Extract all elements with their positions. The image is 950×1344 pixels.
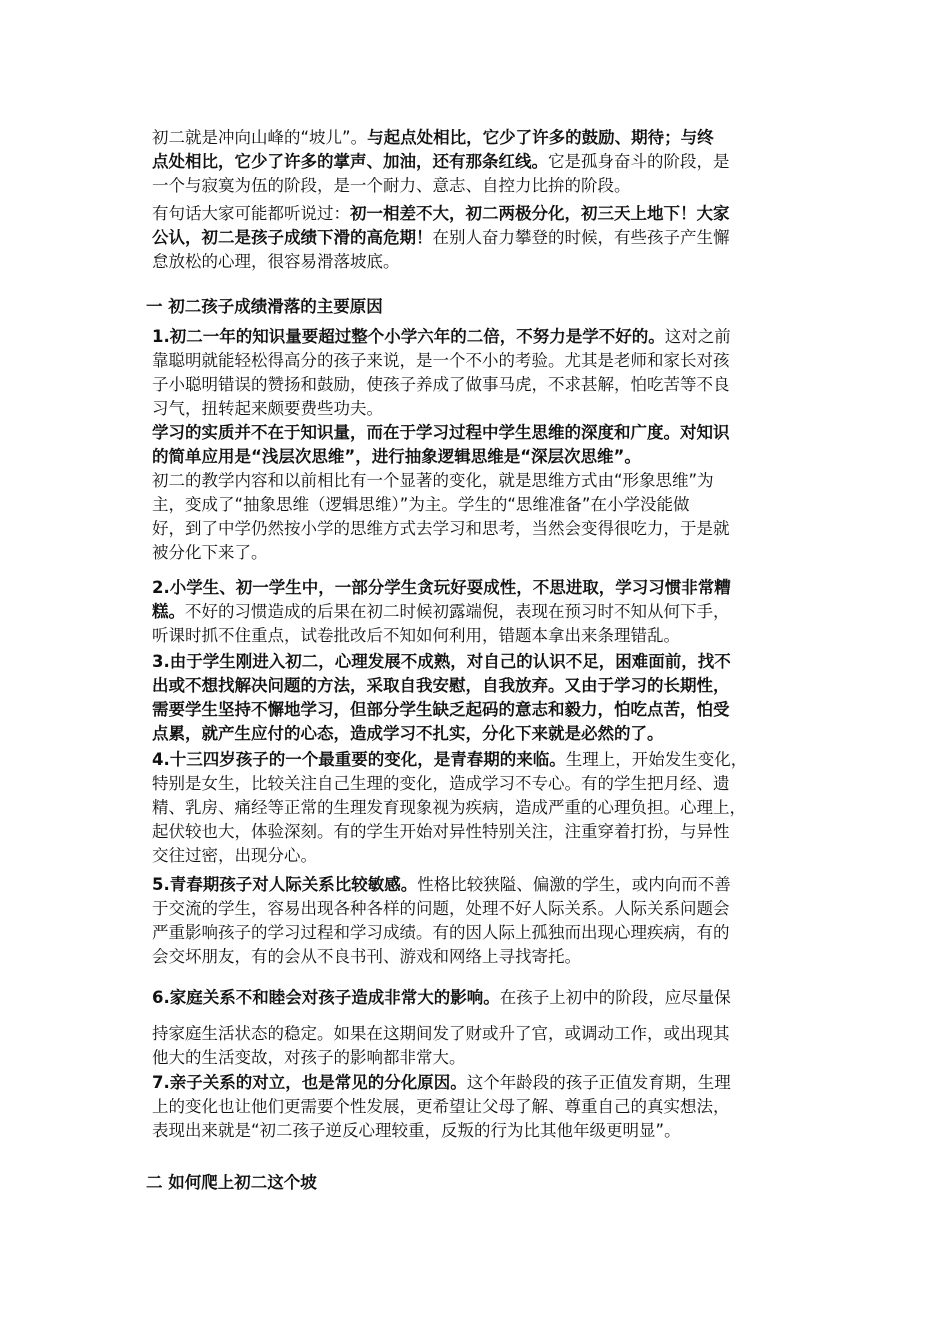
reason-item-4: 4.十三四岁孩子的一个最重要的变化，是青春期的来临。生理上，开始发生变化， 特别是女生，比较关注自己生理的变化，造成学习不专心。有的学生把月经、遗 精、乳房、痛经等正常的生理发育现象视为疾病，造成严重的心理负担。心理上， 起伏较也大，体验深刻。有的学生开始对异性特别关注，注重穿着打扮，与异性 交往过密，出现分心。 [152, 750, 748, 865]
intro-paragraph-2: 有句话大家可能都听说过：初一相差不大，初二两极分化，初三天上地下！大家 公认，初二是孩子成绩下滑的高危期！在别人奋力攀登的时候，有些孩子产生懈 怠放松的心理，很容易滑落坡底。 [152, 204, 730, 271]
reason-item-1: 1.初二一年的知识量要超过整个小学六年的二倍，不努力是学不好的。这对之前 靠聪明就能轻松得高分的孩子来说，是一个不小的考验。尤其是老师和家长对孩 子小聪明错误的赞扬和鼓励，使孩子养成了做事马虎，不求甚解，怕吃苦等不良 习气，扭转起来颇要费些功夫。 学习的实质并不在于知识量，而在于学习过程中学生思维的深度和广度。对知识 的简单应用是“浅层次思维”，进行抽象逻辑思维是“深层次思维”。 初二的教学内容和以前相比有一个显著的变化，就是思维方式由“形象思维”为 主，变成了“抽象思维（逻辑思维）”为主。学生的“思维准备”在小学没能做 好，到了中学仍然按小学的思维方式去学习和思考，当然会变得很吃力，于是就 被分化下来了。 [152, 327, 731, 562]
section-heading-1: 一 初二孩子成绩滑落的主要原因 [146, 297, 383, 316]
reason-item-5: 5.青春期孩子对人际关系比较敏感。性格比较狭隘、偏激的学生，或内向而不善 于交流的学生，容易出现各种各样的问题，处理不好人际关系。人际关系问题会 严重影响孩子的学习过程和学习成绩。有的因人际上孤独而出现心理疾病，有的 会交坏朋友，有的会从不良书刊、游戏和网络上寻找寄托。 [152, 875, 731, 966]
section-heading-2: 二 如何爬上初二这个坡 [146, 1173, 317, 1192]
reason-item-6-body: 持家庭生活状态的稳定。如果在这期间发了财或升了官，或调动工作，或出现其 他大的生活变故，对孩子的影响都非常大。 [152, 1024, 730, 1067]
reason-item-6-intro: 6.家庭关系不和睦会对孩子造成非常大的影响。在孩子上初中的阶段，应尽量保 [152, 988, 731, 1007]
intro-paragraph-1: 初二就是冲向山峰的“坡儿”。与起点处相比，它少了许多的鼓励、期待；与终 点处相比，它少了许多的掌声、加油，还有那条红线。它是孤身奋斗的阶段，是 一个与寂寞为伍的阶段，是一个耐力、意志、自控力比拚的阶段。 [152, 128, 730, 195]
reason-item-7: 7.亲子关系的对立，也是常见的分化原因。这个年龄段的孩子正值发育期，生理 上的变化也让他们更需要个性发展，更希望让父母了解、尊重自己的真实想法， 表现出来就是“初二孩子逆反心理较重，反叛的行为比其他年级更明显”。 [152, 1073, 731, 1140]
reason-item-2: 2.小学生、初一学生中，一部分学生贪玩好耍成性，不思进取，学习习惯非常糟 糕。不好的习惯造成的后果在初二时候初露端倪，表现在预习时不知从何下手， 听课时抓不住重点，试卷批改后不知如何利用，错题本拿出来条理错乱。 [152, 578, 731, 645]
reason-item-3: 3.由于学生刚进入初二，心理发展不成熟，对自己的认识不足，困难面前，找不 出或不想找解决问题的方法，采取自我安慰，自我放弃。又由于学习的长期性， 需要学生坚持不懈地学习，但部分学生缺乏起码的意志和毅力，怕吃点苦，怕受 点累，就产生应付的心态，造成学习不扎实，分化下来就是必然的了。 [152, 652, 731, 743]
